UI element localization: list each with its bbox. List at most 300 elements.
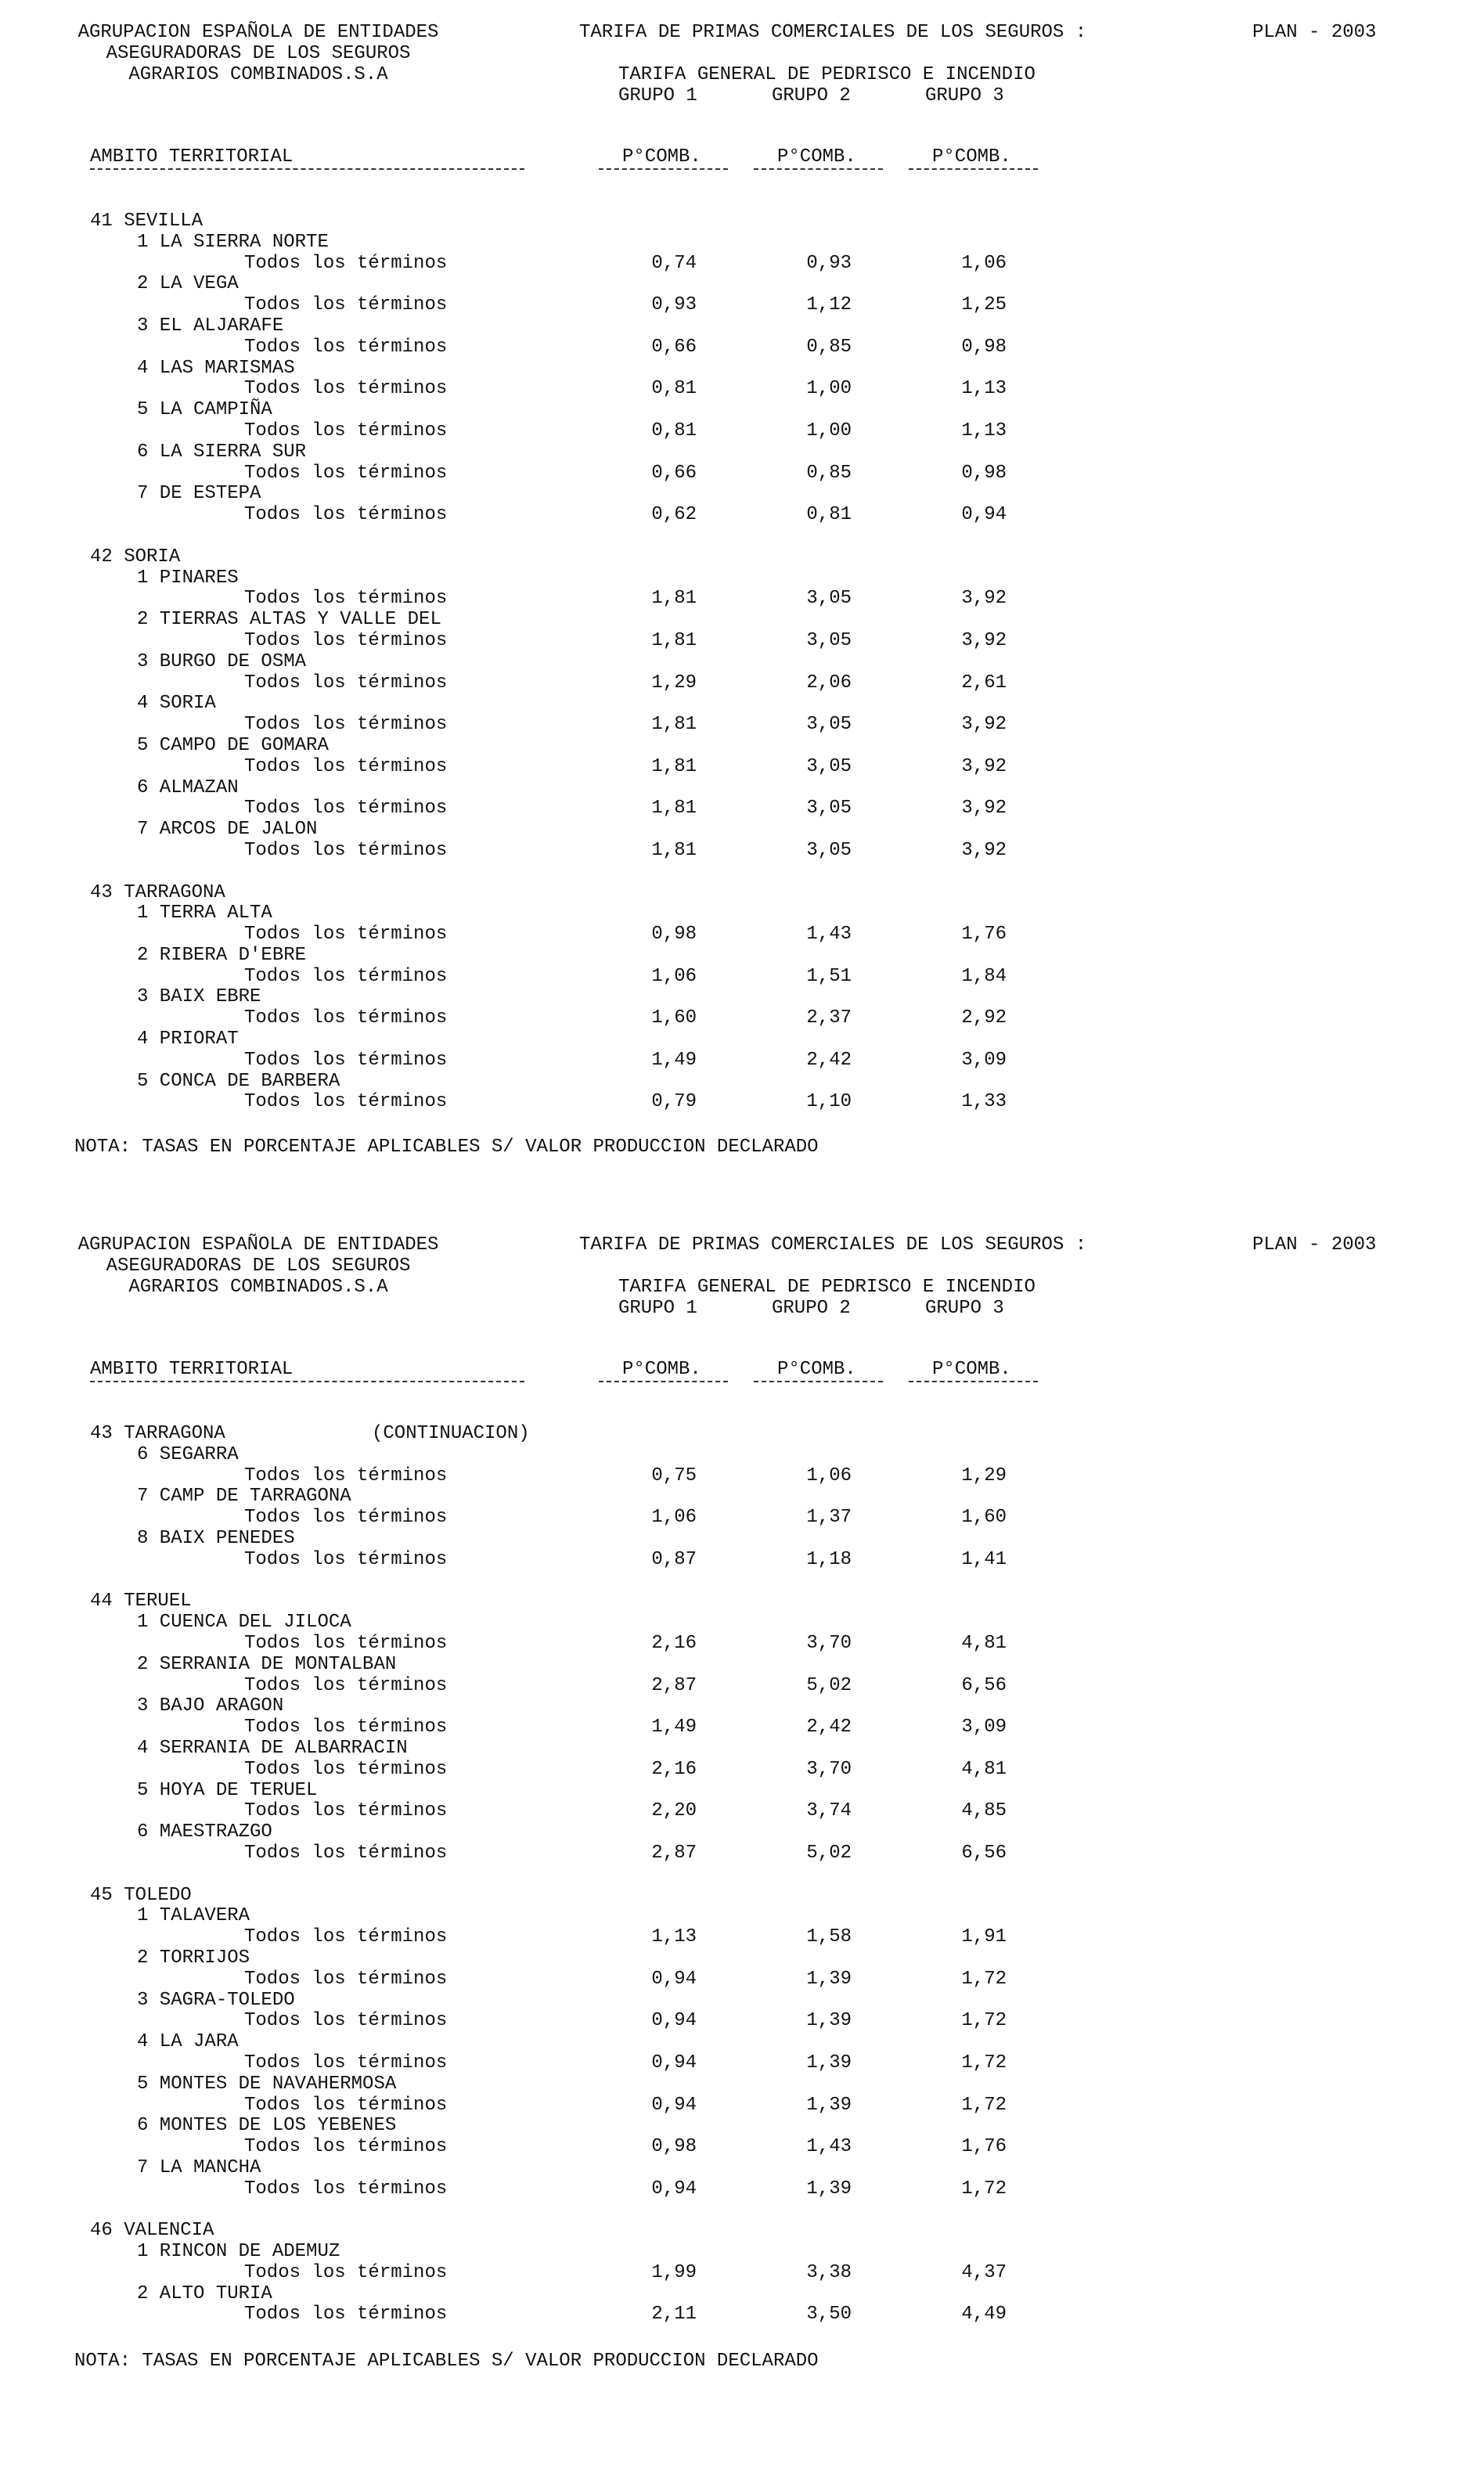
group-3-rate: 1,41: [961, 1548, 1007, 1570]
group-3-rate: 6,56: [961, 1674, 1007, 1696]
divider: [909, 168, 1038, 170]
province-name: 46 VALENCIA: [90, 2220, 214, 2242]
group-1-rate: 1,81: [651, 714, 697, 736]
zone-row: [0, 400, 1484, 421]
zone-row: [0, 903, 1484, 924]
zone-row: [0, 2284, 1484, 2305]
group-3-rate: 3,92: [961, 755, 1007, 777]
province-name: 41 SEVILLA: [90, 211, 204, 232]
group-1-rate: 1,06: [651, 965, 697, 987]
divider: [909, 1381, 1038, 1382]
zone-row: [0, 1655, 1484, 1676]
terms-label: Todos los términos: [244, 839, 448, 861]
column-label-1: P°COMB.: [622, 1359, 701, 1380]
table-row: [0, 841, 1484, 862]
province-row: [0, 1424, 1484, 1445]
zone-row: [0, 778, 1484, 799]
footnote: NOTA: TASAS EN PORCENTAJE APLICABLES S/ VALOR PRODUCCION DECLARADO: [74, 2351, 819, 2372]
group-1-rate: 1,81: [651, 755, 697, 777]
group-3-rate: 1,72: [961, 2010, 1007, 2032]
zone-name: 8 BAIX PENEDES: [137, 1527, 295, 1549]
group-2-rate: 1,43: [806, 2136, 852, 2158]
group-1-rate: 1,99: [651, 2261, 697, 2283]
group-3-rate: 1,72: [961, 2178, 1007, 2200]
terms-label: Todos los términos: [244, 714, 448, 736]
terms-label: Todos los términos: [244, 1091, 448, 1113]
terms-label: Todos los términos: [244, 1758, 448, 1780]
zone-name: 2 ALTO TURIA: [137, 2282, 272, 2304]
zone-row: [0, 946, 1484, 967]
org-line: AGRARIOS COMBINADOS.S.A: [128, 1277, 388, 1298]
terms-label: Todos los términos: [244, 2094, 448, 2116]
group-1-rate: 0,66: [651, 462, 697, 484]
group-2-label: GRUPO 2: [772, 85, 851, 106]
zone-name: 5 LA CAMPIÑA: [137, 399, 272, 421]
terms-label: Todos los términos: [244, 2304, 448, 2326]
zone-row: [0, 2116, 1484, 2137]
terms-label: Todos los términos: [244, 588, 448, 610]
zone-row: [0, 736, 1484, 757]
zone-row: [0, 1612, 1484, 1634]
group-2-rate: 1,18: [806, 1548, 852, 1570]
group-3-rate: 4,49: [961, 2304, 1007, 2326]
zone-name: 1 RINCON DE ADEMUZ: [137, 2241, 340, 2263]
table-row: [0, 2263, 1484, 2284]
province-name: 43 TARRAGONA: [90, 1423, 225, 1444]
group-3-rate: 3,92: [961, 798, 1007, 820]
terms-label: Todos los términos: [244, 1548, 448, 1570]
zone-name: 6 MAESTRAZGO: [137, 1821, 272, 1843]
zone-name: 2 RIBERA D'EBRE: [137, 944, 307, 966]
org-line: AGRUPACION ESPAÑOLA DE ENTIDADES: [77, 22, 439, 43]
group-2-rate: 1,51: [806, 965, 852, 987]
terms-label: Todos los términos: [244, 252, 448, 274]
column-label-3: P°COMB.: [932, 1359, 1011, 1380]
zone-row: [0, 442, 1484, 463]
group-3-rate: 0,98: [961, 336, 1007, 358]
table-row: [0, 254, 1484, 275]
plan-label: PLAN - 2003: [1252, 22, 1377, 43]
group-2-rate: 3,70: [806, 1758, 852, 1780]
group-3-rate: 1,60: [961, 1507, 1007, 1529]
table-row: [0, 673, 1484, 694]
table-row: [0, 967, 1484, 988]
org-line: ASEGURADORAS DE LOS SEGUROS: [106, 43, 411, 64]
zone-name: 4 SERRANIA DE ALBARRACIN: [137, 1737, 408, 1759]
table-row: [0, 1760, 1484, 1781]
column-label-2: P°COMB.: [777, 1359, 856, 1380]
tariff-subtitle: TARIFA GENERAL DE PEDRISCO E INCENDIO: [618, 64, 1036, 85]
table-row: [0, 421, 1484, 442]
terms-label: Todos los términos: [244, 294, 448, 316]
group-3-rate: 1,06: [961, 252, 1007, 274]
group-1-label: GRUPO 1: [618, 1298, 697, 1319]
table-row: [0, 2095, 1484, 2117]
spacer: [0, 526, 1484, 547]
group-2-rate: 1,58: [806, 1926, 852, 1948]
group-2-rate: 0,85: [806, 336, 852, 358]
table-row: [0, 1801, 1484, 1822]
column-label-2: P°COMB.: [777, 146, 856, 168]
zone-row: [0, 694, 1484, 715]
zone-row: [0, 1529, 1484, 1550]
group-1-rate: 0,94: [651, 1968, 697, 1990]
group-3-rate: 1,29: [961, 1465, 1007, 1486]
zone-name: 5 CAMPO DE GOMARA: [137, 734, 329, 756]
table-row: [0, 1927, 1484, 1948]
zone-name: 2 SERRANIA DE MONTALBAN: [137, 1653, 397, 1675]
group-3-rate: 1,13: [961, 378, 1007, 400]
group-2-rate: 2,42: [806, 1049, 852, 1071]
zone-row: [0, 1781, 1484, 1802]
group-1-rate: 1,29: [651, 672, 697, 694]
group-2-rate: 1,12: [806, 294, 852, 316]
tariff-table-body: [0, 211, 1484, 1113]
group-3-rate: 3,92: [961, 629, 1007, 651]
group-1-rate: 0,94: [651, 2052, 697, 2073]
group-3-rate: 1,25: [961, 294, 1007, 316]
group-3-rate: 3,09: [961, 1717, 1007, 1738]
zone-row: [0, 1948, 1484, 1969]
terms-label: Todos los términos: [244, 1800, 448, 1822]
group-3-label: GRUPO 3: [925, 1298, 1004, 1319]
group-2-rate: 3,70: [806, 1632, 852, 1654]
group-1-rate: 0,93: [651, 294, 697, 316]
zone-row: [0, 2158, 1484, 2179]
group-2-rate: 1,37: [806, 1507, 852, 1529]
group-2-rate: 2,37: [806, 1007, 852, 1029]
group-1-rate: 1,13: [651, 1926, 697, 1948]
zone-name: 1 LA SIERRA NORTE: [137, 231, 329, 253]
divider: [599, 1381, 728, 1382]
group-2-rate: 1,00: [806, 420, 852, 441]
group-2-rate: 3,74: [806, 1800, 852, 1822]
zone-row: [0, 1445, 1484, 1466]
group-3-rate: 1,72: [961, 2052, 1007, 2073]
group-2-rate: 3,05: [806, 629, 852, 651]
terms-label: Todos los términos: [244, 629, 448, 651]
divider: [754, 1381, 883, 1382]
zone-row: [0, 1696, 1484, 1717]
zone-name: 5 HOYA DE TERUEL: [137, 1779, 318, 1801]
zone-row: [0, 1029, 1484, 1050]
group-1-rate: 0,98: [651, 2136, 697, 2158]
group-1-rate: 2,87: [651, 1674, 697, 1696]
zone-name: 7 ARCOS DE JALON: [137, 819, 318, 841]
group-3-rate: 1,33: [961, 1091, 1007, 1113]
zone-row: [0, 484, 1484, 505]
zone-name: 1 TERRA ALTA: [137, 903, 272, 924]
zone-name: 6 LA SIERRA SUR: [137, 441, 307, 463]
table-row: [0, 337, 1484, 358]
table-row: [0, 1050, 1484, 1072]
zone-row: [0, 1738, 1484, 1760]
zone-row: [0, 274, 1484, 295]
zone-row: [0, 232, 1484, 254]
zone-row: [0, 358, 1484, 380]
group-3-rate: 4,85: [961, 1800, 1007, 1822]
group-2-rate: 0,81: [806, 504, 852, 526]
group-3-rate: 1,91: [961, 1926, 1007, 1948]
group-2-rate: 3,05: [806, 798, 852, 820]
zone-name: 1 PINARES: [137, 567, 239, 589]
group-1-rate: 1,81: [651, 629, 697, 651]
table-row: [0, 715, 1484, 736]
divider: [90, 168, 524, 170]
group-2-rate: 3,38: [806, 2261, 852, 2283]
table-row: [0, 1508, 1484, 1529]
province-row: [0, 1886, 1484, 1907]
zone-row: [0, 987, 1484, 1008]
group-1-rate: 2,87: [651, 1842, 697, 1864]
zone-name: 5 CONCA DE BARBERA: [137, 1070, 340, 1092]
zone-name: 4 LA JARA: [137, 2031, 239, 2053]
group-3-rate: 1,72: [961, 1968, 1007, 1990]
group-2-rate: 1,39: [806, 2010, 852, 2032]
divider: [90, 1381, 524, 1382]
group-3-rate: 1,84: [961, 965, 1007, 987]
group-1-rate: 1,81: [651, 839, 697, 861]
divider: [599, 168, 728, 170]
zone-row: [0, 316, 1484, 337]
group-1-rate: 0,74: [651, 252, 697, 274]
column-label-1: P°COMB.: [622, 146, 701, 168]
table-row: [0, 2137, 1484, 2158]
group-3-rate: 6,56: [961, 1842, 1007, 1864]
footnote: NOTA: TASAS EN PORCENTAJE APLICABLES S/ VALOR PRODUCCION DECLARADO: [74, 1137, 819, 1158]
terms-label: Todos los términos: [244, 2136, 448, 2158]
zone-row: [0, 610, 1484, 631]
province-name: 44 TERUEL: [90, 1591, 192, 1612]
terms-label: Todos los términos: [244, 1717, 448, 1738]
group-2-rate: 3,05: [806, 839, 852, 861]
group-3-rate: 2,92: [961, 1007, 1007, 1029]
table-row: [0, 589, 1484, 610]
table-row: [0, 379, 1484, 400]
group-1-rate: 0,87: [651, 1548, 697, 1570]
terms-label: Todos los términos: [244, 965, 448, 987]
zone-row: [0, 1991, 1484, 2012]
group-1-rate: 0,94: [651, 2178, 697, 2200]
group-3-rate: 3,92: [961, 588, 1007, 610]
terms-label: Todos los términos: [244, 2178, 448, 2200]
group-2-rate: 1,06: [806, 1465, 852, 1486]
group-2-rate: 1,00: [806, 378, 852, 400]
group-1-rate: 0,98: [651, 924, 697, 946]
group-3-rate: 2,61: [961, 672, 1007, 694]
table-row: [0, 1969, 1484, 1991]
table-row: [0, 2053, 1484, 2074]
group-1-rate: 2,16: [651, 1758, 697, 1780]
group-1-rate: 1,06: [651, 1507, 697, 1529]
group-1-rate: 2,16: [651, 1632, 697, 1654]
province-name: 43 TARRAGONA: [90, 881, 225, 903]
group-2-rate: 1,10: [806, 1091, 852, 1113]
province-name: 45 TOLEDO: [90, 1884, 192, 1906]
group-3-rate: 3,92: [961, 839, 1007, 861]
group-2-rate: 3,05: [806, 714, 852, 736]
table-row: [0, 757, 1484, 778]
table-row: [0, 1466, 1484, 1487]
terms-label: Todos los términos: [244, 2261, 448, 2283]
group-3-rate: 0,98: [961, 462, 1007, 484]
column-label-3: P°COMB.: [932, 146, 1011, 168]
table-row: [0, 2179, 1484, 2200]
group-2-rate: 1,39: [806, 2094, 852, 2116]
zone-name: 2 LA VEGA: [137, 273, 239, 295]
group-2-rate: 5,02: [806, 1842, 852, 1864]
group-2-label: GRUPO 2: [772, 1298, 851, 1319]
group-2-rate: 5,02: [806, 1674, 852, 1696]
terms-label: Todos los términos: [244, 504, 448, 526]
zone-name: 3 BURGO DE OSMA: [137, 650, 307, 672]
table-row: [0, 1550, 1484, 1571]
terms-label: Todos los términos: [244, 378, 448, 400]
group-1-rate: 1,81: [651, 798, 697, 820]
zone-name: 4 SORIA: [137, 693, 216, 715]
group-1-rate: 0,94: [651, 2010, 697, 2032]
zone-name: 3 BAJO ARAGON: [137, 1695, 284, 1717]
zone-name: 1 CUENCA DEL JILOCA: [137, 1612, 351, 1634]
group-2-rate: 3,05: [806, 755, 852, 777]
tariff-table-body: [0, 1424, 1484, 2326]
group-1-rate: 2,11: [651, 2304, 697, 2326]
zone-name: 5 MONTES DE NAVAHERMOSA: [137, 2073, 397, 2095]
zone-row: [0, 568, 1484, 589]
spacer: [0, 2200, 1484, 2221]
group-1-rate: 2,20: [651, 1800, 697, 1822]
group-2-rate: 2,42: [806, 1717, 852, 1738]
terms-label: Todos los términos: [244, 336, 448, 358]
group-1-rate: 0,81: [651, 378, 697, 400]
zone-name: 7 DE ESTEPA: [137, 483, 261, 505]
province-row: [0, 1591, 1484, 1612]
table-row: [0, 924, 1484, 946]
group-2-rate: 1,39: [806, 2178, 852, 2200]
terms-label: Todos los términos: [244, 462, 448, 484]
tariff-title: TARIFA DE PRIMAS COMERCIALES DE LOS SEGUROS :: [579, 22, 1087, 43]
group-3-rate: 4,37: [961, 2261, 1007, 2283]
table-row: [0, 798, 1484, 820]
divider: [754, 168, 883, 170]
table-row: [0, 1843, 1484, 1864]
group-1-rate: 1,49: [651, 1049, 697, 1071]
terms-label: Todos los términos: [244, 755, 448, 777]
terms-label: Todos los términos: [244, 1049, 448, 1071]
ambito-label: AMBITO TERRITORIAL: [90, 146, 294, 168]
terms-label: Todos los términos: [244, 924, 448, 946]
province-row: [0, 883, 1484, 904]
group-1-label: GRUPO 1: [618, 85, 697, 106]
zone-name: 6 ALMAZAN: [137, 776, 239, 798]
org-line: AGRUPACION ESPAÑOLA DE ENTIDADES: [77, 1234, 439, 1256]
group-1-rate: 0,79: [651, 1091, 697, 1113]
group-1-rate: 1,60: [651, 1007, 697, 1029]
zone-name: 3 BAIX EBRE: [137, 986, 261, 1008]
terms-label: Todos los términos: [244, 1507, 448, 1529]
terms-label: Todos los términos: [244, 672, 448, 694]
zone-name: 2 TORRIJOS: [137, 1947, 250, 1969]
table-row: [0, 2304, 1484, 2326]
tariff-title: TARIFA DE PRIMAS COMERCIALES DE LOS SEGUROS :: [579, 1234, 1087, 1256]
zone-name: 4 LAS MARISMAS: [137, 357, 295, 379]
column-header: [0, 1360, 1484, 1407]
group-3-rate: 1,76: [961, 2136, 1007, 2158]
organization-name: [63, 1234, 454, 1298]
zone-row: [0, 1486, 1484, 1508]
zone-row: [0, 1072, 1484, 1093]
terms-label: Todos los términos: [244, 1968, 448, 1990]
group-3-rate: 4,81: [961, 1758, 1007, 1780]
zone-name: 7 CAMP DE TARRAGONA: [137, 1486, 351, 1508]
terms-label: Todos los términos: [244, 798, 448, 820]
group-1-rate: 0,81: [651, 420, 697, 441]
table-row: [0, 1092, 1484, 1113]
terms-label: Todos los términos: [244, 1842, 448, 1864]
zone-name: 6 SEGARRA: [137, 1443, 239, 1465]
table-row: [0, 631, 1484, 652]
group-2-rate: 0,93: [806, 252, 852, 274]
province-row: [0, 211, 1484, 232]
group-3-rate: 0,94: [961, 504, 1007, 526]
group-3-rate: 4,81: [961, 1632, 1007, 1654]
terms-label: Todos los términos: [244, 1926, 448, 1948]
province-row: [0, 2221, 1484, 2242]
zone-name: 6 MONTES DE LOS YEBENES: [137, 2115, 397, 2137]
zone-row: [0, 2074, 1484, 2095]
zone-name: 3 EL ALJARAFE: [137, 315, 284, 337]
zone-row: [0, 2032, 1484, 2053]
province-name: 42 SORIA: [90, 546, 181, 567]
column-header: [0, 148, 1484, 195]
zone-row: [0, 1822, 1484, 1843]
terms-label: Todos los términos: [244, 1632, 448, 1654]
province-row: [0, 547, 1484, 568]
zone-name: 1 TALAVERA: [137, 1905, 250, 1927]
group-2-rate: 1,39: [806, 1968, 852, 1990]
table-row: [0, 2011, 1484, 2032]
table-row: [0, 295, 1484, 316]
terms-label: Todos los términos: [244, 420, 448, 441]
terms-label: Todos los términos: [244, 1674, 448, 1696]
terms-label: Todos los términos: [244, 1007, 448, 1029]
group-2-rate: 1,43: [806, 924, 852, 946]
group-3-rate: 1,13: [961, 420, 1007, 441]
terms-label: Todos los términos: [244, 1465, 448, 1486]
group-3-rate: 1,76: [961, 924, 1007, 946]
group-1-rate: 0,94: [651, 2094, 697, 2116]
group-3-rate: 3,09: [961, 1049, 1007, 1071]
group-3-rate: 3,92: [961, 714, 1007, 736]
zone-name: 2 TIERRAS ALTAS Y VALLE DEL: [137, 609, 441, 631]
zone-row: [0, 1906, 1484, 1927]
group-2-rate: 3,50: [806, 2304, 852, 2326]
table-row: [0, 1717, 1484, 1738]
terms-label: Todos los términos: [244, 2052, 448, 2073]
group-2-rate: 1,39: [806, 2052, 852, 2073]
organization-name: [63, 22, 454, 85]
spacer: [0, 862, 1484, 883]
ambito-label: AMBITO TERRITORIAL: [90, 1359, 294, 1380]
table-row: [0, 1676, 1484, 1697]
group-1-rate: 1,81: [651, 588, 697, 610]
group-3-label: GRUPO 3: [925, 85, 1004, 106]
table-row: [0, 463, 1484, 485]
group-3-rate: 1,72: [961, 2094, 1007, 2116]
group-1-rate: 0,66: [651, 336, 697, 358]
group-1-rate: 1,49: [651, 1717, 697, 1738]
table-row: [0, 505, 1484, 526]
